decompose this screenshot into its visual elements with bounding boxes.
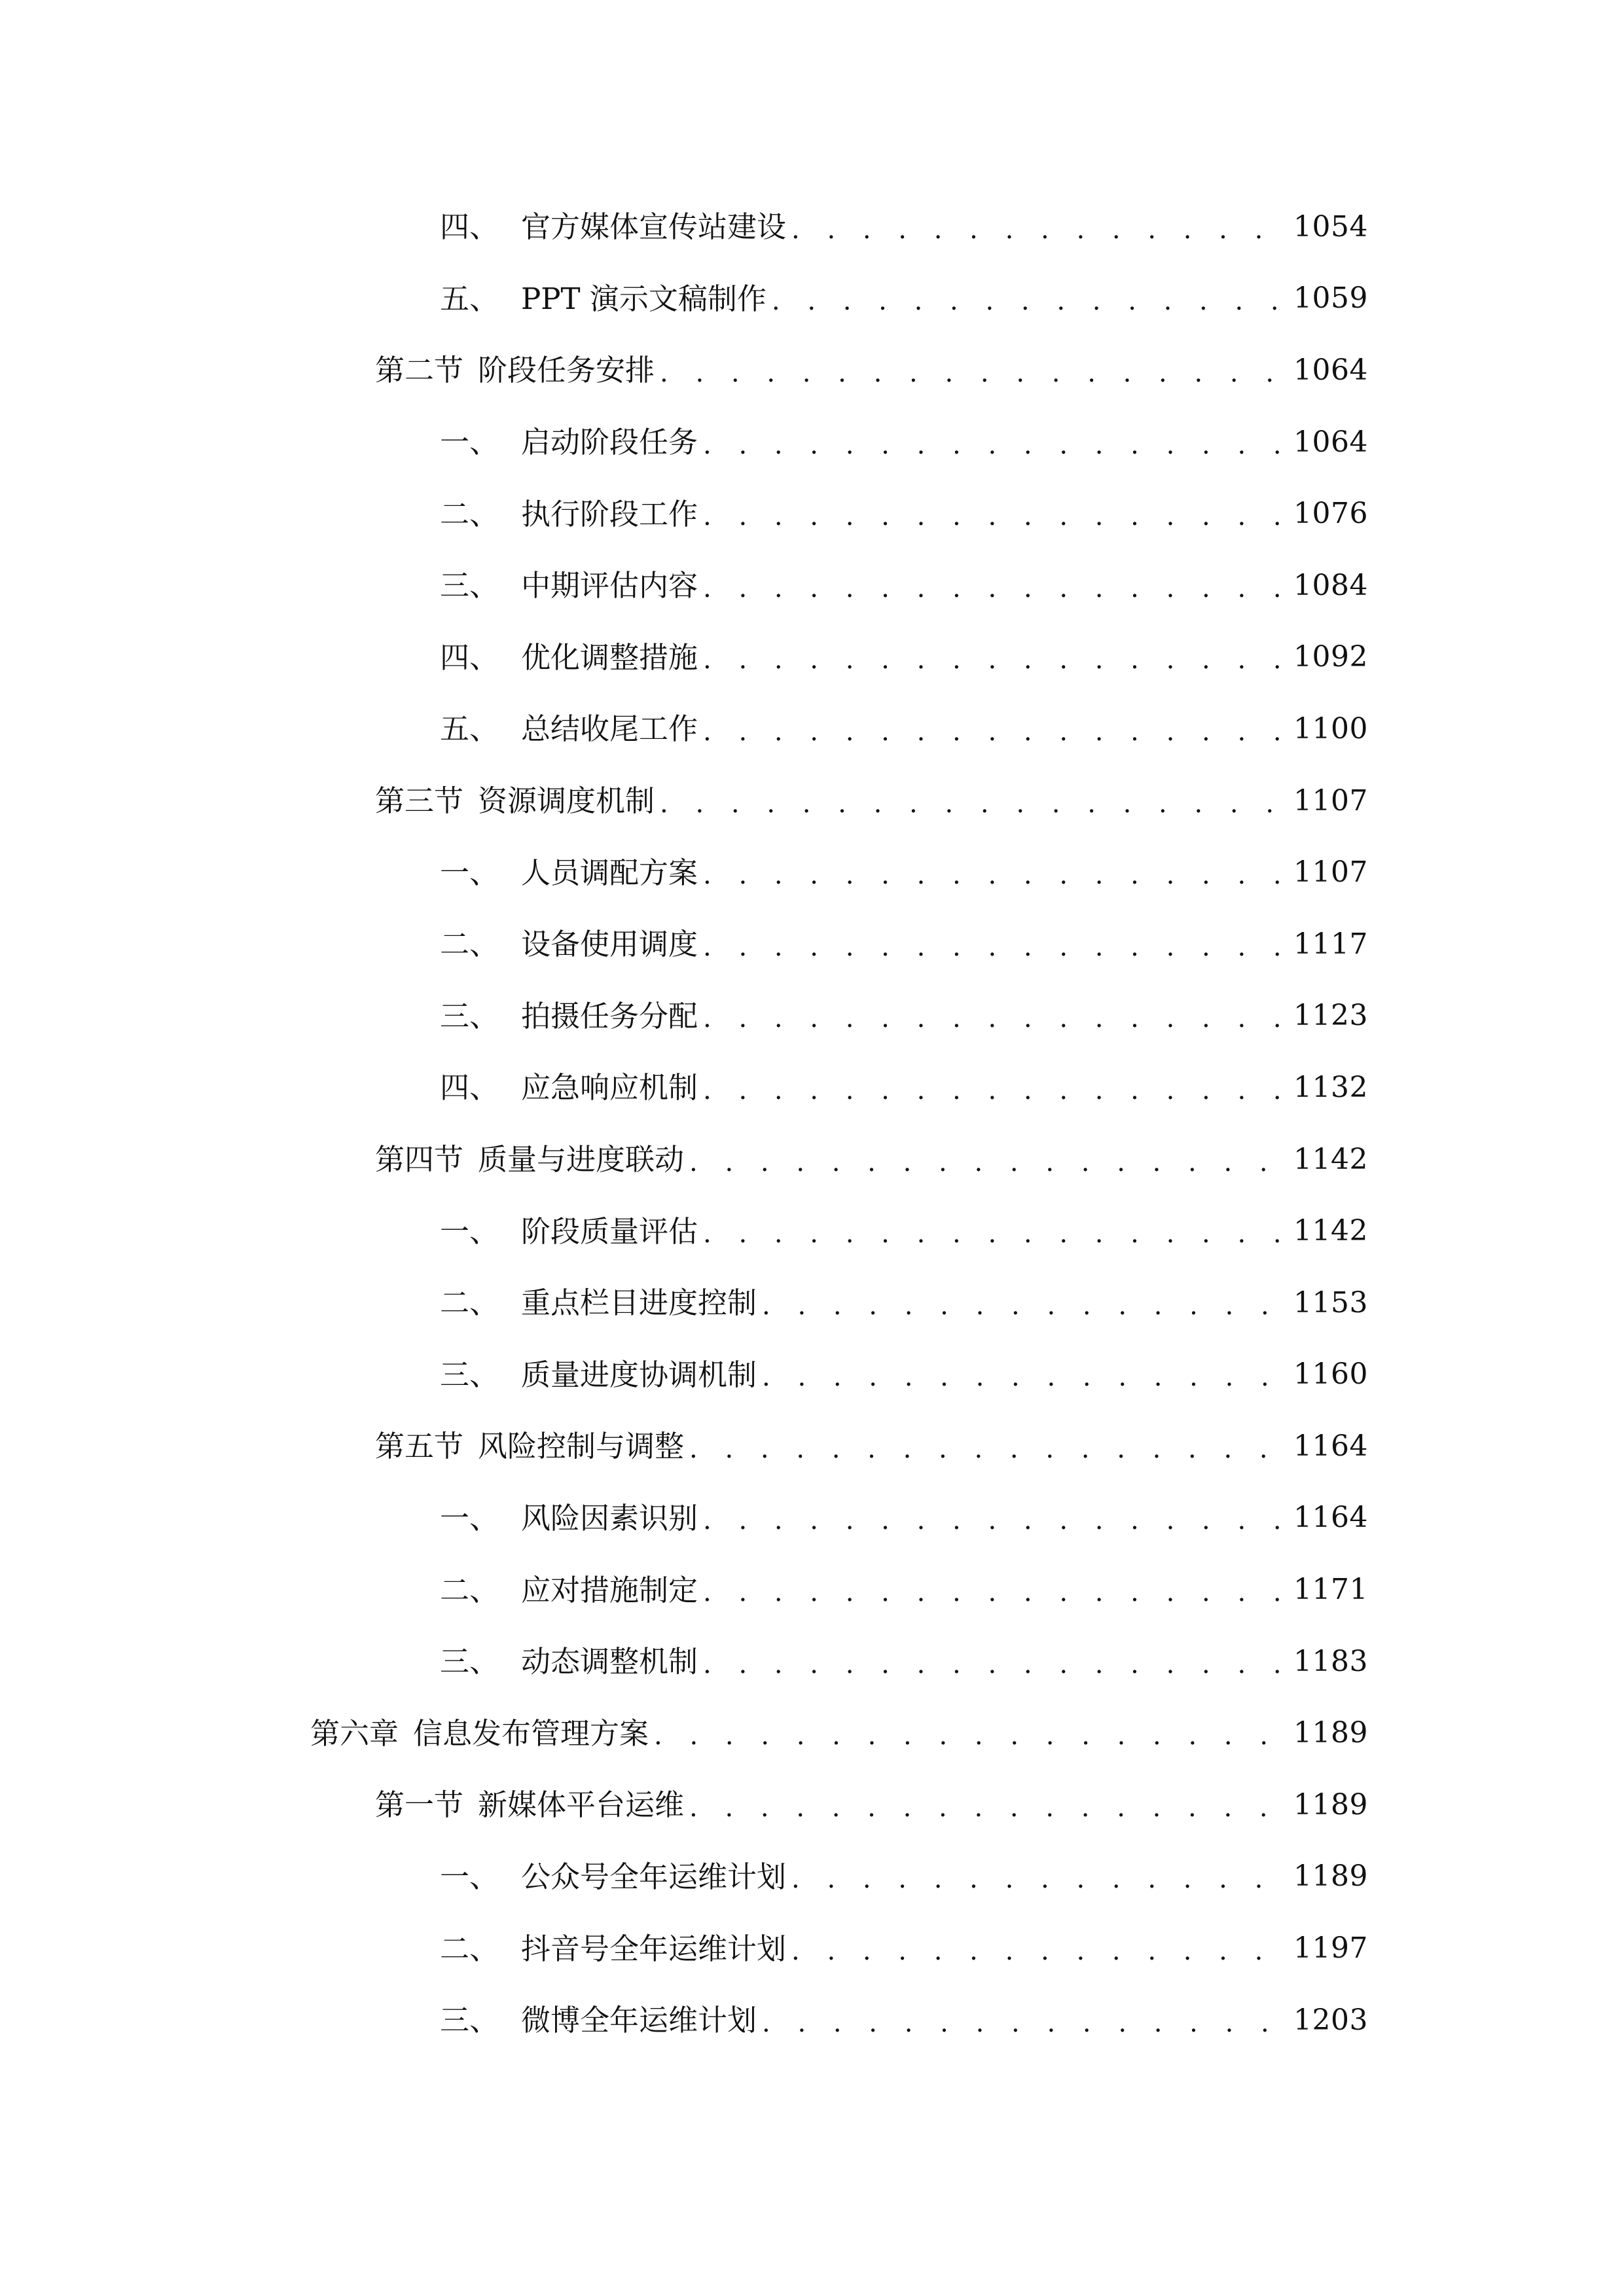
toc-entry-title: 微博全年运维计划 <box>521 2003 757 2038</box>
toc-entry-page-number: 1160 <box>1293 1357 1368 1391</box>
toc-entry-title: 质量进度协调机制 <box>521 1357 757 1392</box>
toc-entry[interactable] <box>0 765 1624 837</box>
toc-entry-marker: 五、 <box>440 711 499 747</box>
toc-entry-title: 启动阶段任务 <box>521 425 698 460</box>
toc-dot-leader <box>703 575 1287 601</box>
toc-entry-title: 人员调配方案 <box>521 855 698 890</box>
toc-entry[interactable] <box>0 908 1624 980</box>
toc-entry[interactable] <box>0 1554 1624 1626</box>
toc-entry-marker: 三、 <box>440 2003 499 2038</box>
toc-entry[interactable] <box>0 622 1624 694</box>
toc-entry-label <box>440 998 698 1033</box>
toc-entry-title: 优化调整措施 <box>521 639 698 675</box>
toc-entry-title: 拍摄任务分配 <box>521 998 698 1033</box>
toc-entry-marker: 第五节 <box>375 1429 464 1464</box>
toc-entry-page-number: 1054 <box>1293 209 1368 243</box>
toc-entry-marker: 四、 <box>440 639 499 675</box>
toc-dot-leader <box>689 1436 1287 1462</box>
toc-entry-title: 新媒体平台运维 <box>478 1787 685 1823</box>
toc-entry-marker: 二、 <box>440 1931 499 1966</box>
toc-entry-title: 执行阶段工作 <box>521 496 698 531</box>
toc-entry[interactable] <box>0 1195 1624 1267</box>
toc-entry-page-number: 1164 <box>1293 1501 1368 1535</box>
toc-entry-title: 官方媒体宣传站建设 <box>521 209 787 245</box>
toc-entry-page-number: 1189 <box>1293 1859 1368 1893</box>
toc-entry-label <box>440 639 698 675</box>
toc-entry-page-number: 1117 <box>1293 927 1368 961</box>
toc-entry-page-number: 1189 <box>1293 1787 1368 1821</box>
toc-dot-leader <box>791 1866 1287 1892</box>
toc-entry-label <box>440 927 698 962</box>
toc-dot-leader <box>703 503 1287 529</box>
toc-entry-marker: 第一节 <box>375 1787 464 1823</box>
toc-dot-leader <box>762 1293 1287 1319</box>
toc-dot-leader <box>689 1149 1287 1175</box>
toc-entry-page-number: 1084 <box>1293 568 1368 602</box>
toc-entry-page-number: 1076 <box>1293 497 1368 531</box>
toc-dot-leader <box>689 1795 1287 1821</box>
toc-entry-page-number: 1164 <box>1293 1429 1368 1463</box>
toc-entry[interactable] <box>0 836 1624 908</box>
toc-entry-title: 总结收尾工作 <box>521 711 698 747</box>
toc-entry[interactable] <box>0 191 1624 263</box>
toc-entry-label <box>375 353 655 388</box>
toc-entry[interactable] <box>0 334 1624 406</box>
toc-entry[interactable] <box>0 1841 1624 1913</box>
toc-entry-marker: 二、 <box>440 1285 499 1321</box>
toc-entry-title: PPT 演示文稿制作 <box>521 281 767 316</box>
toc-entry-label <box>440 1644 698 1679</box>
toc-entry-label <box>440 568 698 603</box>
toc-entry-marker: 一、 <box>440 1213 499 1249</box>
toc-entry-marker: 一、 <box>440 425 499 460</box>
toc-dot-leader <box>660 791 1287 817</box>
toc-entry[interactable] <box>0 980 1624 1052</box>
toc-entry-page-number: 1132 <box>1293 1070 1368 1104</box>
toc-dot-leader <box>703 432 1287 458</box>
toc-entry-label <box>440 209 787 245</box>
table-of-contents <box>0 191 1624 2056</box>
toc-entry-label <box>440 1500 698 1535</box>
toc-entry-label <box>440 1572 698 1607</box>
toc-dot-leader <box>791 217 1287 243</box>
toc-dot-leader <box>703 1221 1287 1247</box>
toc-entry-page-number: 1100 <box>1293 711 1368 745</box>
toc-entry-page-number: 1203 <box>1293 2003 1368 2037</box>
toc-entry-page-number: 1171 <box>1293 1573 1368 1607</box>
toc-entry-page-number: 1092 <box>1293 640 1368 674</box>
toc-dot-leader <box>762 2010 1287 2036</box>
toc-entry-marker: 二、 <box>440 496 499 531</box>
toc-entry-marker: 第四节 <box>375 1142 464 1177</box>
toc-entry-title: 资源调度机制 <box>478 783 655 819</box>
toc-dot-leader <box>703 647 1287 673</box>
toc-entry-label <box>440 425 698 460</box>
toc-entry-title: 中期评估内容 <box>521 568 698 603</box>
toc-entry-title: 信息发布管理方案 <box>413 1715 649 1751</box>
toc-entry-page-number: 1183 <box>1293 1644 1368 1678</box>
toc-entry-page-number: 1197 <box>1293 1931 1368 1965</box>
toc-dot-leader <box>703 1077 1287 1103</box>
toc-entry-page-number: 1123 <box>1293 999 1368 1033</box>
toc-entry-label <box>375 1787 685 1823</box>
toc-entry-label <box>440 1357 757 1392</box>
toc-entry[interactable] <box>0 1984 1624 2056</box>
toc-entry-label <box>310 1715 649 1751</box>
toc-dot-leader <box>703 1651 1287 1677</box>
toc-entry-page-number: 1142 <box>1293 1142 1368 1176</box>
toc-entry-label <box>440 281 767 316</box>
toc-entry-title: 风险因素识别 <box>521 1500 698 1535</box>
toc-entry-label <box>375 783 655 819</box>
toc-dot-leader <box>791 1938 1287 1964</box>
toc-entry-page-number: 1064 <box>1293 353 1368 387</box>
toc-entry-title: 动态调整机制 <box>521 1644 698 1679</box>
toc-dot-leader <box>703 1005 1287 1031</box>
toc-entry-page-number: 1153 <box>1293 1285 1368 1319</box>
toc-entry-marker: 一、 <box>440 1859 499 1894</box>
toc-entry[interactable] <box>0 1912 1624 1984</box>
toc-entry-marker: 五、 <box>440 281 499 316</box>
toc-entry[interactable] <box>0 1124 1624 1196</box>
toc-entry[interactable] <box>0 1339 1624 1411</box>
toc-entry-page-number: 1059 <box>1293 281 1368 315</box>
toc-entry-title: 阶段质量评估 <box>521 1213 698 1249</box>
toc-entry-label <box>440 1859 787 1894</box>
toc-entry-label <box>440 855 698 890</box>
toc-entry-marker: 三、 <box>440 568 499 603</box>
toc-entry-title: 抖音号全年运维计划 <box>521 1931 787 1966</box>
toc-entry-title: 设备使用调度 <box>521 927 698 962</box>
toc-entry-label <box>440 1213 698 1249</box>
toc-entry-marker: 第三节 <box>375 783 464 819</box>
toc-entry-page-number: 1064 <box>1293 425 1368 459</box>
toc-entry[interactable] <box>0 1626 1624 1698</box>
toc-dot-leader <box>660 360 1287 386</box>
toc-entry-title: 应对措施制定 <box>521 1572 698 1607</box>
toc-entry[interactable] <box>0 1052 1624 1124</box>
toc-entry-marker: 四、 <box>440 1070 499 1105</box>
toc-entry-marker: 二、 <box>440 1572 499 1607</box>
toc-dot-leader <box>703 862 1287 888</box>
toc-entry-label <box>440 1285 757 1321</box>
toc-entry-title: 质量与进度联动 <box>478 1142 685 1177</box>
toc-entry[interactable] <box>0 1769 1624 1841</box>
toc-entry[interactable] <box>0 1482 1624 1554</box>
toc-entry-label <box>440 496 698 531</box>
toc-entry-marker: 二、 <box>440 927 499 962</box>
toc-entry-marker: 一、 <box>440 855 499 890</box>
toc-entry-marker: 第六章 <box>310 1715 399 1751</box>
toc-entry-label <box>440 1070 698 1105</box>
toc-entry-marker: 三、 <box>440 1644 499 1679</box>
toc-entry-marker: 三、 <box>440 998 499 1033</box>
toc-entry-title: 重点栏目进度控制 <box>521 1285 757 1321</box>
toc-entry-title: 公众号全年运维计划 <box>521 1859 787 1894</box>
toc-entry[interactable] <box>0 478 1624 550</box>
toc-entry[interactable] <box>0 263 1624 335</box>
toc-dot-leader <box>703 719 1287 745</box>
toc-entry-label <box>375 1429 685 1464</box>
toc-entry[interactable] <box>0 406 1624 478</box>
toc-dot-leader <box>703 1507 1287 1534</box>
toc-entry-marker: 第二节 <box>375 353 464 388</box>
toc-entry-page-number: 1142 <box>1293 1214 1368 1248</box>
toc-entry-page-number: 1189 <box>1293 1716 1368 1750</box>
toc-entry-label <box>440 1931 787 1966</box>
toc-entry[interactable] <box>0 1267 1624 1339</box>
toc-entry[interactable] <box>0 1697 1624 1769</box>
toc-entry-label <box>440 711 698 747</box>
toc-entry-title: 阶段任务安排 <box>478 353 655 388</box>
toc-entry[interactable] <box>0 1410 1624 1482</box>
toc-entry-title: 风险控制与调整 <box>478 1429 685 1464</box>
toc-dot-leader <box>762 1364 1287 1390</box>
toc-entry[interactable] <box>0 693 1624 765</box>
toc-entry-page-number: 1107 <box>1293 855 1368 889</box>
toc-dot-leader <box>654 1723 1287 1749</box>
toc-dot-leader <box>703 934 1287 960</box>
toc-entry-label <box>375 1142 685 1177</box>
toc-dot-leader <box>703 1579 1287 1605</box>
toc-entry-marker: 四、 <box>440 209 499 245</box>
toc-dot-leader <box>772 288 1287 314</box>
toc-entry-title: 应急响应机制 <box>521 1070 698 1105</box>
toc-entry-marker: 一、 <box>440 1500 499 1535</box>
toc-entry-marker: 三、 <box>440 1357 499 1392</box>
toc-entry-label <box>440 2003 757 2038</box>
toc-entry[interactable] <box>0 550 1624 622</box>
toc-entry-page-number: 1107 <box>1293 783 1368 817</box>
